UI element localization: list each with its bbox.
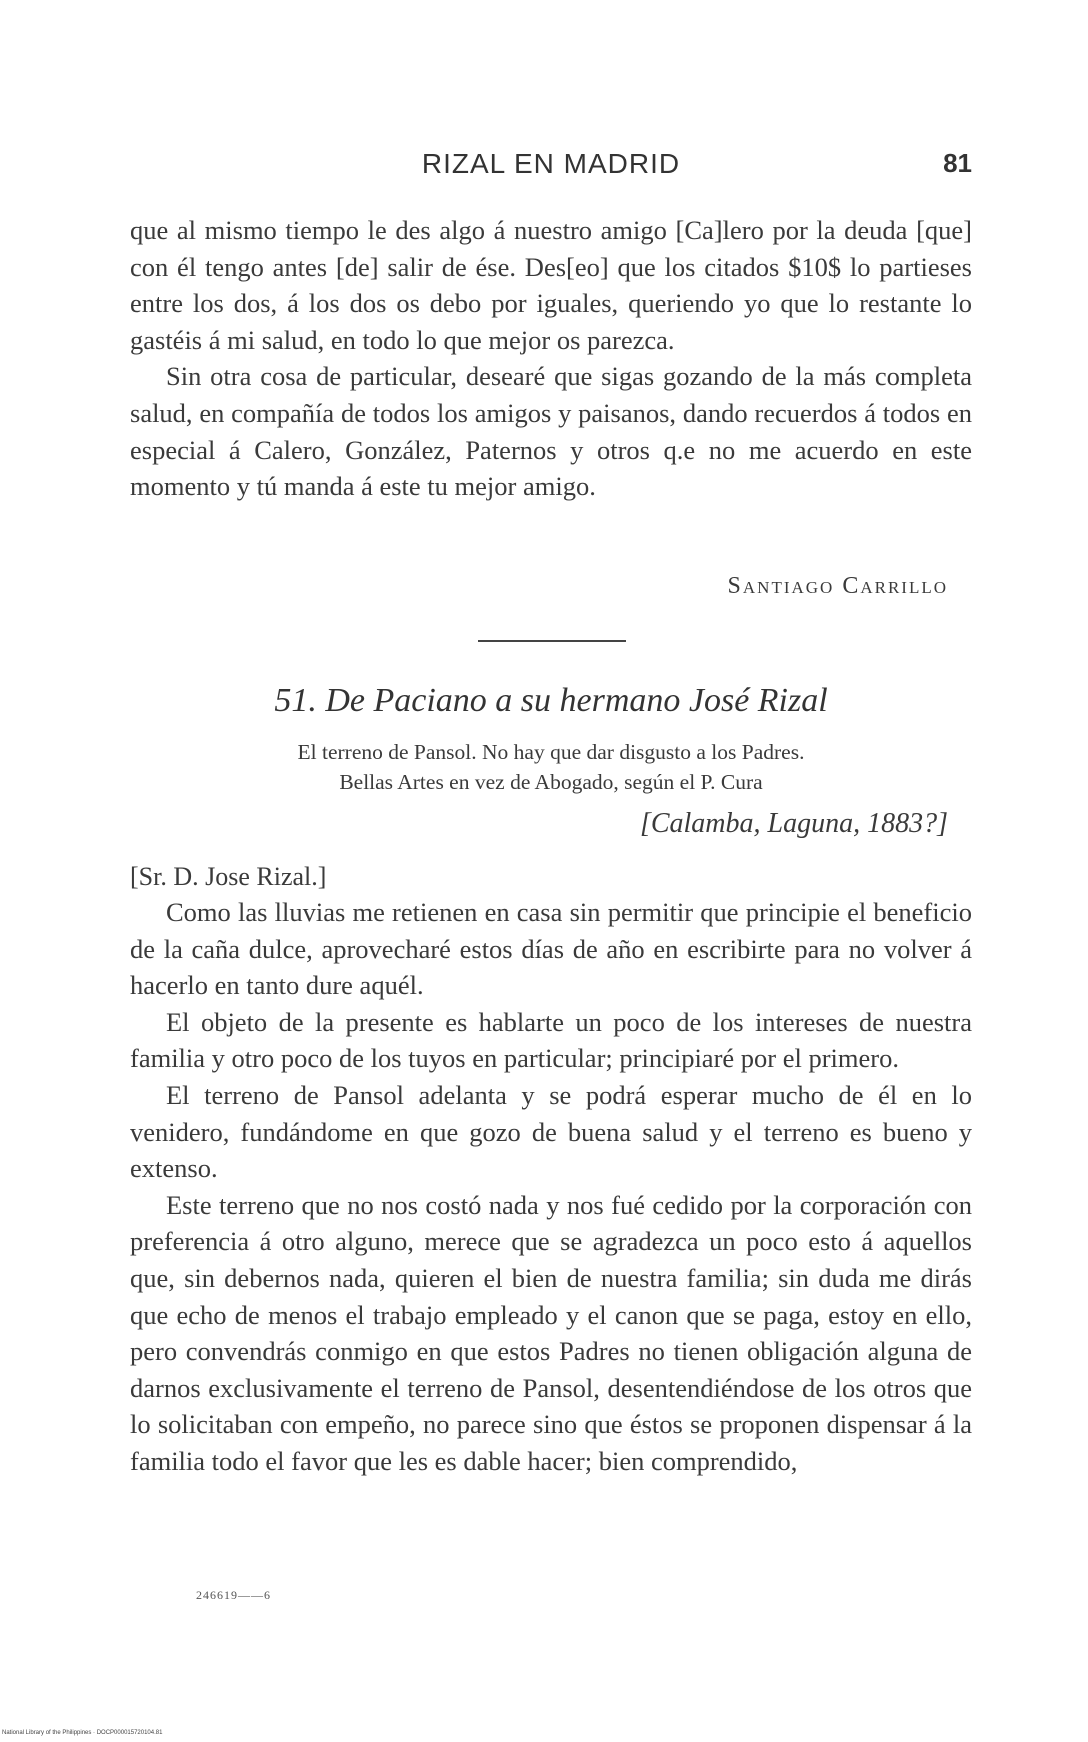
- letter-summary-line-2: Bellas Artes en vez de Abogado, según el P. Cura: [339, 770, 763, 794]
- page-header: [130, 148, 972, 188]
- previous-letter-paragraph-2: Sin otra cosa de particular, desearé que sigas gozando de la más completa salud, en compañía de todos los amigos y paisanos, dando recuerdos á todos en especial á Calero, González, Paternos y otros q.e no me acuerdo en este momento y tú manda á este tu mejor amigo.: [130, 361, 972, 502]
- letter-paragraph-3: El terreno de Pansol adelanta y se podrá esperar mucho de él en lo venidero, fundándome en que gozo de buena salud y el terreno es bueno y extenso.: [130, 1079, 972, 1184]
- letter-heading: 51. De Paciano a su hermano José Rizal: [274, 682, 828, 719]
- scan-credit: National Library of the Philippines · DOCP000015720104.81: [2, 1730, 163, 1736]
- previous-letter-paragraph-1: que al mismo tiempo le des algo á nuestro amigo [Ca]lero por la deuda [que] con él tengo antes [de] salir de ése. Des[eo] que los citados $10$ lo partieses entre los dos, á los dos os debo por iguales, queriendo yo que lo restante lo gastéis á mi salud, en todo lo que mejor os parezca.: [130, 215, 972, 355]
- letter-body: [130, 894, 972, 1480]
- page-number: 81: [943, 148, 972, 178]
- place-date: [Calamba, Laguna, 1883?]: [639, 808, 948, 839]
- letter-paragraph-4: Este terreno que no nos costó nada y nos fué cedido por la corporación con preferencia á otro alguno, merece que se agradezca un poco esto á aquellos que, sin debernos nada, quieren el bien de nuestra familia; sin duda me dirás que echo de menos el trabajo empleado y el canon que se paga, estoy en ello, pero convendrás conmigo en que estos Padres no tienen obligación alguna de darnos exclusivamente el terreno de Pansol, desentendiéndose de los otros que lo solicitaban con empeño, no parece sino que éstos se proponen dispensar á la familia todo el favor que les es dable hacer; bien comprendido,: [130, 1189, 972, 1476]
- letter-paragraph-2: El objeto de la presente es hablarte un poco de los intereses de nuestra familia y otro poco de los tuyos en particular; principiaré por el primero.: [130, 1006, 972, 1074]
- signature: Santiago Carrillo: [727, 573, 948, 599]
- section-divider: [478, 640, 626, 642]
- letter-summary-line-1: El terreno de Pansol. No hay que dar disgusto a los Padres.: [297, 740, 805, 764]
- printer-mark: 246619——6: [196, 1588, 271, 1602]
- letter-paragraph-1: Como las lluvias me retienen en casa sin permitir que principie el beneficio de la caña dulce, aprovecharé estos días de año en escribirte para no volver á hacerlo en tanto dure aquél.: [130, 897, 972, 1001]
- running-title: RIZAL EN MADRID: [421, 148, 681, 179]
- previous-letter-body: [130, 212, 972, 505]
- salutation: [Sr. D. Jose Rizal.]: [130, 862, 327, 891]
